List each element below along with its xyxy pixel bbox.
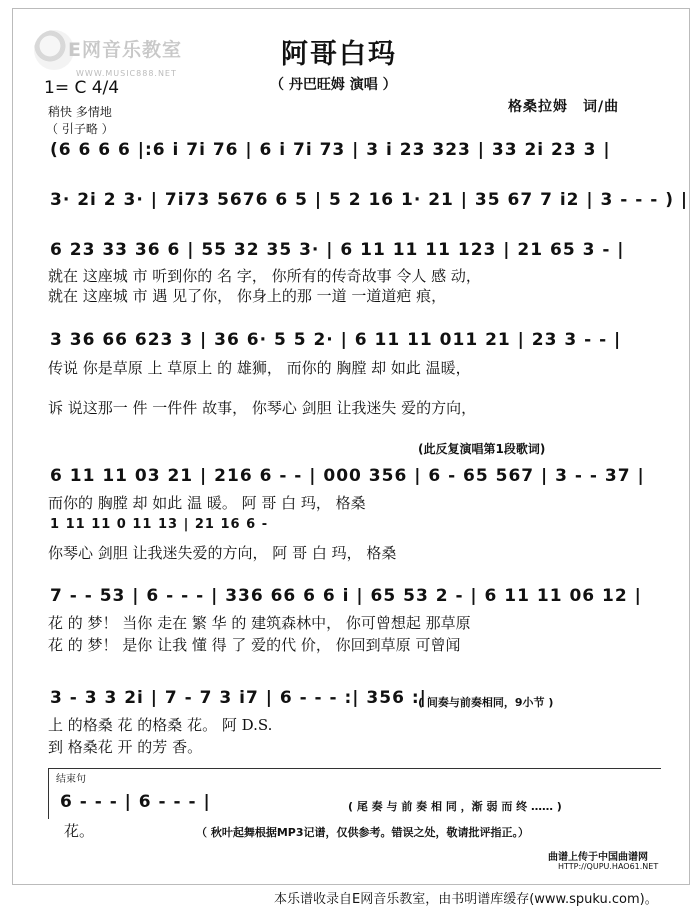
alt-notation-row-5: 1 11 11 0 11 13 | 21 16 6 - <box>50 517 269 532</box>
lyric-row-5a: 而你的 胸膛 却 如此 温 暖。 阿 哥 白 玛， 格桑 <box>48 494 366 512</box>
song-title: 阿哥白玛 <box>281 39 397 70</box>
lyric-row-7a: 上 的格桑 花 的格桑 花。 阿 D.S. <box>48 716 273 734</box>
ending-label: 结束句 <box>56 774 86 785</box>
lyric-row-4a: 传说 你是草原 上 草原上 的 雄狮， 而你的 胸膛 却 如此 温暖， <box>48 359 471 377</box>
outro-note: ( 尾 奏 与 前 奏 相 同 ，渐 弱 而 终 …… ) <box>348 800 562 813</box>
notation-row-4: 3 36 66 623 3 | 36 6· 5 5 2· | 6 11 11 011 21 | 23 3 - - | <box>50 330 622 350</box>
lyric-row-8: 花。 <box>64 822 95 840</box>
watermark-text: 曲谱上传于中国曲谱网 <box>548 852 648 863</box>
notation-row-1: (6 6 6 6 |:6 i 7i 76 | 6 i 7i 73 | 3 i 23 323 | 33 2i 23 3 | <box>50 140 611 160</box>
lyric-row-6a: 花 的 梦！ 当你 走在 繁 华 的 建筑森林中， 你可曾想起 那草原 <box>48 614 471 632</box>
logo-url: WWW.MUSIC888.NET <box>76 69 177 78</box>
notation-row-3: 6 23 33 36 6 | 55 32 35 3· | 6 11 11 11 123 | 21 65 3 - | <box>50 240 625 260</box>
source-note: 本乐谱收录自E网音乐教室，由书明谱库缓存(www.spuku.com)。 <box>274 892 658 907</box>
performer: （ 丹巴旺姆 演唱 ） <box>270 77 397 93</box>
lyric-row-5b: 你琴心 剑胆 让我迷失爱的方向， 阿 哥 白 玛， 格桑 <box>48 544 397 562</box>
tempo-marking: 稍快 多情地 <box>48 105 112 119</box>
key-signature: 1= C 4/4 <box>44 78 120 98</box>
notation-row-8: 6 - - - | 6 - - - | <box>60 792 211 812</box>
intro-note: （ 引子略 ） <box>46 122 114 136</box>
lyric-row-6b: 花 的 梦！ 是你 让我 懂 得 了 爱的代 价， 你回到草原 可曾闻 <box>48 636 461 654</box>
notation-row-2: 3· 2i 2 3· | 7i73 5676 6 5 | 5 2 16 1· 21 | 35 67 7 i2 | 3 - - - ) | <box>50 190 689 210</box>
interlude-note: ( 间奏与前奏相同，9小节 ) <box>418 696 554 709</box>
author-credit: 格桑拉姆 词/曲 <box>508 99 620 115</box>
lyric-row-3b: 就在 这座城 市 遇 见了你， 你身上的那 一道 一道道疤 痕， <box>48 287 447 305</box>
notation-row-7: 3 - 3 3 2i | 7 - 7 3 i7 | 6 - - - :| 356 :| <box>50 688 427 708</box>
watermark-url[interactable]: HTTP://QUPU.HAO61.NET <box>558 862 659 871</box>
notation-row-5: 6 11 11 03 21 | 216 6 - - | 000 356 | 6 - 65 567 | 3 - - 37 | <box>50 466 645 486</box>
lyric-row-4b: 诉 说这那一 件 一件件 故事， 你琴心 剑胆 让我迷失 爱的方向， <box>48 399 477 417</box>
logo-text: E网音乐教室 <box>68 39 182 61</box>
notation-row-6: 7 - - 53 | 6 - - - | 336 66 6 6 i | 65 53 2 - | 6 11 11 06 12 | <box>50 586 642 606</box>
lyric-row-3a: 就在 这座城 市 听到你的 名 字， 你所有的传奇故事 令人 感 动， <box>48 267 481 285</box>
transcriber-note: （ 秋叶起舞根据MP3记谱，仅供参考。错误之处，敬请批评指正。） <box>196 826 529 839</box>
repeat-marker: (此反复演唱第1段歌词) <box>418 442 546 456</box>
lyric-row-7b: 到 格桑花 开 的芳 香。 <box>48 738 203 756</box>
